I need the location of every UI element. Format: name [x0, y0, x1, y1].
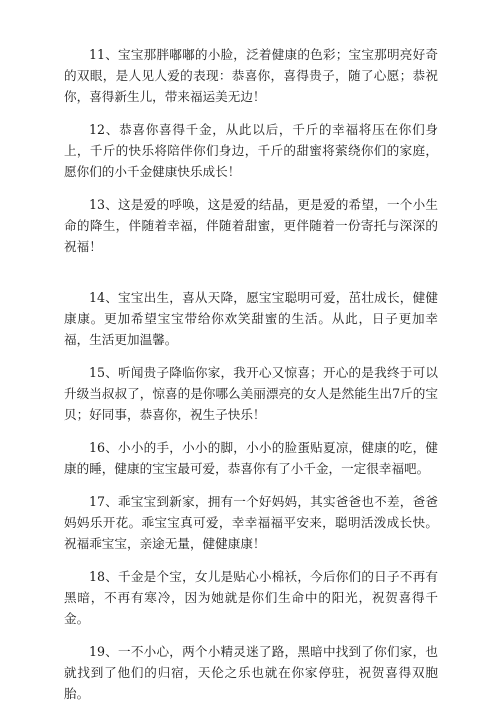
paragraph-17: 17、乖宝宝到新家，拥有一个好妈妈，其实爸爸也不差，爸爸妈妈乐开花。乖宝宝真可爱，幸幸福福平安来，聪明活泼成长快。祝福乖宝宝，亲途无量，健健康康！	[64, 494, 438, 551]
paragraph-13: 13、这是爱的呼唤，这是爱的结晶，更是爱的希望，一个小生命的降生，伴随着幸福，伴随着甜蜜，更伴随着一份寄托与深深的祝福！	[64, 197, 438, 254]
document-page	[64, 44, 438, 704]
paragraph-12: 12、恭喜你喜得千金，从此以后，千斤的幸福将压在你们身上，千斤的快乐将陪伴你们身边，千斤的甜蜜将萦绕你们的家庭，愿你们的小千金健康快乐成长！	[64, 122, 438, 179]
paragraph-11: 11、宝宝那胖嘟嘟的小脸，泛着健康的色彩；宝宝那明亮好奇的双眼，是人见人爱的表现：恭喜你，喜得贵子，随了心愿；恭祝你，喜得新生儿，带来福运美无边！	[64, 47, 438, 104]
paragraph-14: 14、宝宝出生，喜从天降，愿宝宝聪明可爱，茁壮成长，健健康康。更加希望宝宝带给你欢笑甜蜜的生活。从此，日子更加幸福，生活更加温馨。	[64, 290, 438, 347]
paragraph-18: 18、千金是个宝，女儿是贴心小棉袄，今后你们的日子不再有黑暗，不再有寒冷，因为她就是你们生命中的阳光，祝贺喜得千金。	[64, 569, 438, 626]
paragraph-15: 15、听闻贵子降临你家，我开心又惊喜；开心的是我终于可以升级当叔叔了，惊喜的是你哪么美丽漂亮的女人是然能生出7斤的宝贝；好同事，恭喜你，祝生子快乐！	[64, 365, 438, 422]
paragraph-19: 19、一不小心，两个小精灵迷了路，黑暗中找到了你们家，也就找到了他们的归宿，天伦之乐也就在你家停驻，祝贺喜得双胞胎。	[64, 644, 438, 701]
paragraph-16: 16、小小的手，小小的脚，小小的脸蛋贴夏凉，健康的吃，健康的睡，健康的宝宝最可爱，恭喜你有了小千金，一定很幸福吧。	[64, 440, 438, 476]
